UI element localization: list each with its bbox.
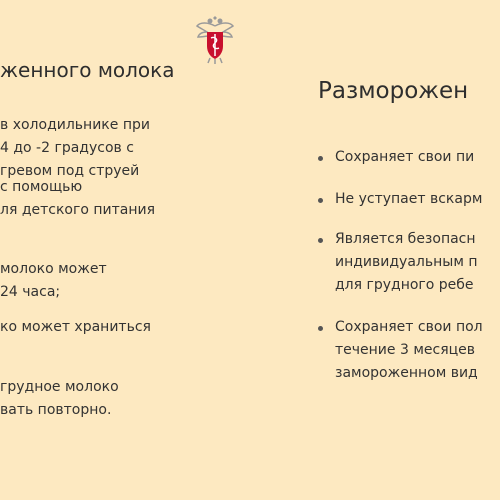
left-text-line: 24 часа; [0,284,61,300]
bullet-text-line: Сохраняет свои пи [335,149,475,165]
left-text-line: ля детского питания [0,202,156,218]
left-text-line: грудное молоко [0,379,119,395]
bullet-text-line: Является безопасн [335,231,476,247]
left-section-title: женного молока [0,58,175,82]
bullet-dot-icon [318,198,323,203]
left-text-line: вать повторно. [0,402,112,418]
bullet-text-line: индивидуальным п [335,254,478,270]
bullet-dot-icon [318,156,323,161]
left-text-line: ко может храниться [0,319,151,335]
bullet-text-line: Сохраняет свои пол [335,319,483,335]
bullet-text-line: Не уступает вскарм [335,191,483,207]
right-section-title: Разморожен [318,78,469,104]
left-text-line: молоко может [0,261,107,277]
ministry-emblem-icon [196,16,234,64]
left-text-line: с помощью [0,179,83,195]
left-text-line: 4 до -2 градусов с [0,140,134,156]
left-text-line: гревом под струей [0,163,140,179]
bullet-dot-icon [318,238,323,243]
bullet-dot-icon [318,326,323,331]
bullet-text-line: течение 3 месяцев [335,342,476,358]
left-text-line: в холодильнике при [0,117,150,133]
bullet-text-line: замороженном вид [335,365,478,381]
bullet-text-line: для грудного ребе [335,277,474,293]
